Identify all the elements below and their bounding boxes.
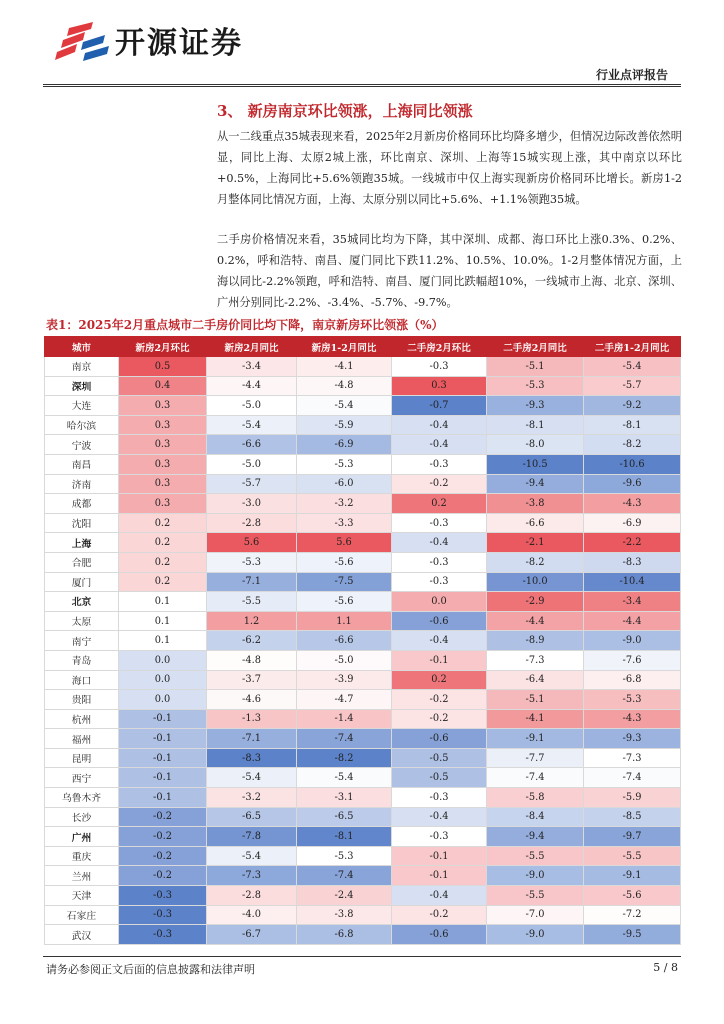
value-cell: -8.2: [584, 435, 681, 455]
value-cell: -9.0: [584, 631, 681, 651]
value-cell: -5.8: [487, 788, 584, 808]
value-cell: -4.6: [207, 690, 297, 710]
value-cell: -0.2: [119, 827, 207, 847]
value-cell: -8.2: [297, 748, 392, 768]
value-cell: 0.3: [119, 494, 207, 514]
value-cell: 0.2: [119, 552, 207, 572]
value-cell: -0.5: [392, 768, 487, 788]
city-cell: 天津: [45, 886, 119, 906]
value-cell: 0.1: [119, 611, 207, 631]
value-cell: -4.0: [207, 905, 297, 925]
city-cell: 南京: [45, 357, 119, 377]
value-cell: -0.1: [392, 650, 487, 670]
value-cell: -0.3: [392, 357, 487, 377]
value-cell: 0.0: [119, 650, 207, 670]
value-cell: -6.9: [297, 435, 392, 455]
value-cell: -8.3: [207, 748, 297, 768]
table-row: [45, 905, 681, 925]
value-cell: -2.4: [297, 886, 392, 906]
value-cell: -5.3: [487, 376, 584, 396]
value-cell: -8.1: [297, 827, 392, 847]
value-cell: -8.1: [584, 415, 681, 435]
value-cell: 1.1: [297, 611, 392, 631]
value-cell: -6.6: [207, 435, 297, 455]
value-cell: -9.1: [584, 866, 681, 886]
table-row: [45, 631, 681, 651]
value-cell: -9.2: [584, 396, 681, 416]
value-cell: -5.0: [207, 454, 297, 474]
city-cell: 深圳: [45, 376, 119, 396]
city-cell: 昆明: [45, 748, 119, 768]
value-cell: -7.5: [297, 572, 392, 592]
city-cell: 石家庄: [45, 905, 119, 925]
value-cell: -5.6: [297, 592, 392, 612]
value-cell: -0.3: [119, 925, 207, 945]
value-cell: -2.9: [487, 592, 584, 612]
value-cell: -7.2: [584, 905, 681, 925]
value-cell: -0.2: [119, 866, 207, 886]
value-cell: -0.2: [392, 474, 487, 494]
value-cell: -6.4: [487, 670, 584, 690]
value-cell: 0.3: [119, 474, 207, 494]
table-row: [45, 513, 681, 533]
value-cell: 0.3: [119, 435, 207, 455]
value-cell: -0.7: [392, 396, 487, 416]
value-cell: -4.3: [584, 494, 681, 514]
value-cell: -8.5: [584, 807, 681, 827]
table-row: [45, 572, 681, 592]
value-cell: 0.0: [392, 592, 487, 612]
value-cell: -0.2: [392, 709, 487, 729]
value-cell: -7.1: [207, 729, 297, 749]
table-row: [45, 807, 681, 827]
table-row: [45, 357, 681, 377]
value-cell: -5.3: [297, 846, 392, 866]
value-cell: -0.3: [392, 552, 487, 572]
value-cell: -0.4: [392, 807, 487, 827]
column-header: 二手房2月环比: [392, 337, 487, 357]
table-row: [45, 846, 681, 866]
value-cell: -5.6: [297, 552, 392, 572]
value-cell: -9.0: [487, 866, 584, 886]
table-row: [45, 376, 681, 396]
paragraph-new-homes: 从一二线重点35城表现来看，2025年2月新房价格同环比均降多增少，但情况边际改善依然明显，同比上海、太原2城上涨，环比南京、深圳、上海等15城实现上涨，其中南京以环比+0.5%，上海同比+5.6%领跑35城。一线城市中仅上海实现新房价格同环比增长。新房1-2月整体同比情况方面，上海、太原分别以同比+5.6%、+1.1%领跑35城。: [217, 130, 682, 206]
value-cell: -7.4: [584, 768, 681, 788]
value-cell: 0.1: [119, 631, 207, 651]
value-cell: -0.1: [392, 866, 487, 886]
table-row: [45, 827, 681, 847]
value-cell: -0.2: [392, 905, 487, 925]
value-cell: -5.5: [487, 886, 584, 906]
price-change-table: [44, 336, 681, 945]
value-cell: -5.5: [584, 846, 681, 866]
table-row: [45, 788, 681, 808]
city-cell: 合肥: [45, 552, 119, 572]
value-cell: -3.8: [297, 905, 392, 925]
city-cell: 太原: [45, 611, 119, 631]
value-cell: -5.4: [297, 396, 392, 416]
table-row: [45, 886, 681, 906]
value-cell: -0.5: [392, 748, 487, 768]
value-cell: -5.0: [297, 650, 392, 670]
value-cell: 0.2: [392, 670, 487, 690]
value-cell: 0.0: [119, 690, 207, 710]
table-row: [45, 866, 681, 886]
footer-divider: [43, 956, 681, 957]
table-caption: 表1：2025年2月重点城市二手房价同比均下降，南京新房环比领涨（%）: [46, 318, 444, 332]
city-cell: 重庆: [45, 846, 119, 866]
value-cell: -5.4: [584, 357, 681, 377]
value-cell: -9.7: [584, 827, 681, 847]
value-cell: -5.4: [207, 768, 297, 788]
value-cell: -2.8: [207, 513, 297, 533]
value-cell: -9.4: [487, 474, 584, 494]
value-cell: -6.7: [207, 925, 297, 945]
value-cell: -5.1: [487, 357, 584, 377]
city-cell: 青岛: [45, 650, 119, 670]
city-cell: 广州: [45, 827, 119, 847]
table-row: [45, 592, 681, 612]
value-cell: 5.6: [207, 533, 297, 553]
value-cell: 0.1: [119, 592, 207, 612]
value-cell: -9.4: [487, 827, 584, 847]
table-row: [45, 552, 681, 572]
city-cell: 兰州: [45, 866, 119, 886]
company-logo: [55, 22, 285, 64]
column-header: 新房1-2月同比: [297, 337, 392, 357]
value-cell: -0.6: [392, 729, 487, 749]
column-header: 二手房1-2月同比: [584, 337, 681, 357]
value-cell: -4.8: [297, 376, 392, 396]
city-cell: 沈阳: [45, 513, 119, 533]
value-cell: -0.1: [119, 788, 207, 808]
city-cell: 上海: [45, 533, 119, 553]
value-cell: -7.0: [487, 905, 584, 925]
value-cell: -7.4: [297, 729, 392, 749]
table-row: [45, 690, 681, 710]
value-cell: -4.3: [584, 709, 681, 729]
value-cell: -7.4: [487, 768, 584, 788]
value-cell: -0.4: [392, 435, 487, 455]
footer-disclaimer: 请务必参阅正文后面的信息披露和法律声明: [46, 963, 255, 976]
value-cell: -0.2: [119, 846, 207, 866]
table-row: [45, 533, 681, 553]
value-cell: -0.2: [119, 807, 207, 827]
value-cell: -5.6: [584, 886, 681, 906]
value-cell: -4.1: [297, 357, 392, 377]
value-cell: -8.2: [487, 552, 584, 572]
value-cell: -0.3: [392, 454, 487, 474]
value-cell: -0.4: [392, 886, 487, 906]
value-cell: -6.5: [207, 807, 297, 827]
value-cell: -9.3: [487, 396, 584, 416]
value-cell: 0.3: [119, 454, 207, 474]
value-cell: -7.1: [207, 572, 297, 592]
value-cell: -1.4: [297, 709, 392, 729]
value-cell: -4.4: [207, 376, 297, 396]
table-body: [45, 357, 681, 945]
table-header-row: [45, 337, 681, 357]
value-cell: -6.6: [297, 631, 392, 651]
value-cell: -3.9: [297, 670, 392, 690]
value-cell: -0.1: [119, 748, 207, 768]
value-cell: -0.1: [119, 729, 207, 749]
value-cell: -5.7: [207, 474, 297, 494]
logo-text: 开源证券: [115, 26, 243, 61]
header-divider: [43, 84, 681, 85]
value-cell: -8.3: [584, 552, 681, 572]
value-cell: -0.3: [119, 905, 207, 925]
value-cell: -8.1: [487, 415, 584, 435]
table-row: [45, 670, 681, 690]
city-cell: 武汉: [45, 925, 119, 945]
value-cell: -7.4: [297, 866, 392, 886]
table-row: [45, 474, 681, 494]
value-cell: -6.8: [297, 925, 392, 945]
value-cell: 0.3: [119, 415, 207, 435]
value-cell: -9.0: [487, 925, 584, 945]
value-cell: -4.1: [487, 709, 584, 729]
value-cell: -6.5: [297, 807, 392, 827]
city-cell: 福州: [45, 729, 119, 749]
value-cell: 0.2: [392, 494, 487, 514]
value-cell: -5.5: [487, 846, 584, 866]
value-cell: -7.3: [207, 866, 297, 886]
value-cell: -3.4: [584, 592, 681, 612]
city-cell: 济南: [45, 474, 119, 494]
table-row: [45, 435, 681, 455]
value-cell: -3.8: [487, 494, 584, 514]
value-cell: -10.6: [584, 454, 681, 474]
value-cell: -2.1: [487, 533, 584, 553]
logo-mark-icon: [55, 22, 113, 64]
city-cell: 杭州: [45, 709, 119, 729]
value-cell: -1.3: [207, 709, 297, 729]
column-header: 二手房2月同比: [487, 337, 584, 357]
value-cell: -8.0: [487, 435, 584, 455]
city-cell: 宁波: [45, 435, 119, 455]
value-cell: 0.3: [119, 396, 207, 416]
value-cell: -0.4: [392, 533, 487, 553]
city-cell: 成都: [45, 494, 119, 514]
header-divider-secondary: [43, 86, 681, 87]
value-cell: -4.4: [584, 611, 681, 631]
table-row: [45, 709, 681, 729]
value-cell: -6.6: [487, 513, 584, 533]
value-cell: -0.3: [392, 572, 487, 592]
section-title: 3、 新房南京环比领涨，上海同比领涨: [217, 102, 473, 120]
value-cell: -5.7: [584, 376, 681, 396]
value-cell: -0.3: [392, 788, 487, 808]
value-cell: -5.3: [584, 690, 681, 710]
city-cell: 大连: [45, 396, 119, 416]
value-cell: -4.4: [487, 611, 584, 631]
value-cell: -0.1: [119, 709, 207, 729]
city-cell: 贵阳: [45, 690, 119, 710]
value-cell: -5.5: [207, 592, 297, 612]
table-row: [45, 494, 681, 514]
report-type-label: 行业点评报告: [595, 68, 668, 82]
value-cell: -5.9: [584, 788, 681, 808]
paragraph-second-hand: 二手房价格情况来看，35城同比均为下降，其中深圳、成都、海口环比上涨0.3%、0.2%、0.2%，呼和浩特、南昌、厦门同比下跌11.2%、10.5%、10.0%。1-2月整体情况方面，上海以同比-2.2%领跑，呼和浩特、南昌、厦门同比跌幅超10%，一线城市上海、北京、深圳、广州分别同比-2.2%、-3.4%、-5.7%、-9.7%。: [217, 233, 682, 309]
value-cell: -5.3: [297, 454, 392, 474]
value-cell: -5.4: [207, 846, 297, 866]
table-row: [45, 729, 681, 749]
column-header: 城市: [45, 337, 119, 357]
value-cell: -0.3: [392, 827, 487, 847]
value-cell: -3.7: [207, 670, 297, 690]
value-cell: 1.2: [207, 611, 297, 631]
column-header: 新房2月环比: [119, 337, 207, 357]
value-cell: -9.5: [584, 925, 681, 945]
value-cell: 0.0: [119, 670, 207, 690]
city-cell: 南宁: [45, 631, 119, 651]
table-row: [45, 396, 681, 416]
value-cell: -9.6: [584, 474, 681, 494]
value-cell: -0.3: [119, 886, 207, 906]
value-cell: -0.4: [392, 631, 487, 651]
table-row: [45, 768, 681, 788]
value-cell: -2.2: [584, 533, 681, 553]
table-row: [45, 415, 681, 435]
table-row: [45, 925, 681, 945]
value-cell: -10.5: [487, 454, 584, 474]
table-row: [45, 748, 681, 768]
city-cell: 西宁: [45, 768, 119, 788]
value-cell: -6.9: [584, 513, 681, 533]
table-row: [45, 454, 681, 474]
value-cell: -7.3: [487, 650, 584, 670]
value-cell: 0.2: [119, 533, 207, 553]
value-cell: -3.2: [207, 788, 297, 808]
table-row: [45, 611, 681, 631]
value-cell: -0.3: [392, 513, 487, 533]
value-cell: 0.4: [119, 376, 207, 396]
value-cell: -0.1: [119, 768, 207, 788]
value-cell: -0.1: [392, 846, 487, 866]
value-cell: 0.2: [119, 513, 207, 533]
value-cell: -0.6: [392, 611, 487, 631]
value-cell: -10.0: [487, 572, 584, 592]
value-cell: -6.2: [207, 631, 297, 651]
value-cell: -3.3: [297, 513, 392, 533]
value-cell: -4.8: [207, 650, 297, 670]
value-cell: -3.4: [207, 357, 297, 377]
value-cell: -5.4: [297, 768, 392, 788]
value-cell: -4.7: [297, 690, 392, 710]
city-cell: 厦门: [45, 572, 119, 592]
value-cell: 0.2: [119, 572, 207, 592]
city-cell: 海口: [45, 670, 119, 690]
value-cell: -7.8: [207, 827, 297, 847]
value-cell: -3.0: [207, 494, 297, 514]
value-cell: -8.9: [487, 631, 584, 651]
value-cell: -2.8: [207, 886, 297, 906]
city-cell: 哈尔滨: [45, 415, 119, 435]
city-cell: 南昌: [45, 454, 119, 474]
value-cell: -5.0: [207, 396, 297, 416]
value-cell: -0.2: [392, 690, 487, 710]
value-cell: -7.3: [584, 748, 681, 768]
value-cell: -0.6: [392, 925, 487, 945]
value-cell: -9.3: [584, 729, 681, 749]
column-header: 新房2月同比: [207, 337, 297, 357]
value-cell: -10.4: [584, 572, 681, 592]
value-cell: -8.4: [487, 807, 584, 827]
city-cell: 乌鲁木齐: [45, 788, 119, 808]
value-cell: -5.9: [297, 415, 392, 435]
value-cell: -6.8: [584, 670, 681, 690]
value-cell: 0.3: [392, 376, 487, 396]
value-cell: -7.6: [584, 650, 681, 670]
value-cell: -0.4: [392, 415, 487, 435]
city-cell: 长沙: [45, 807, 119, 827]
value-cell: -3.1: [297, 788, 392, 808]
value-cell: 5.6: [297, 533, 392, 553]
city-cell: 北京: [45, 592, 119, 612]
value-cell: -5.1: [487, 690, 584, 710]
table-row: [45, 650, 681, 670]
value-cell: -9.1: [487, 729, 584, 749]
value-cell: -6.0: [297, 474, 392, 494]
value-cell: 0.5: [119, 357, 207, 377]
value-cell: -7.7: [487, 748, 584, 768]
value-cell: -5.4: [207, 415, 297, 435]
page-number: 5 / 8: [653, 961, 678, 974]
value-cell: -3.2: [297, 494, 392, 514]
value-cell: -5.3: [207, 552, 297, 572]
